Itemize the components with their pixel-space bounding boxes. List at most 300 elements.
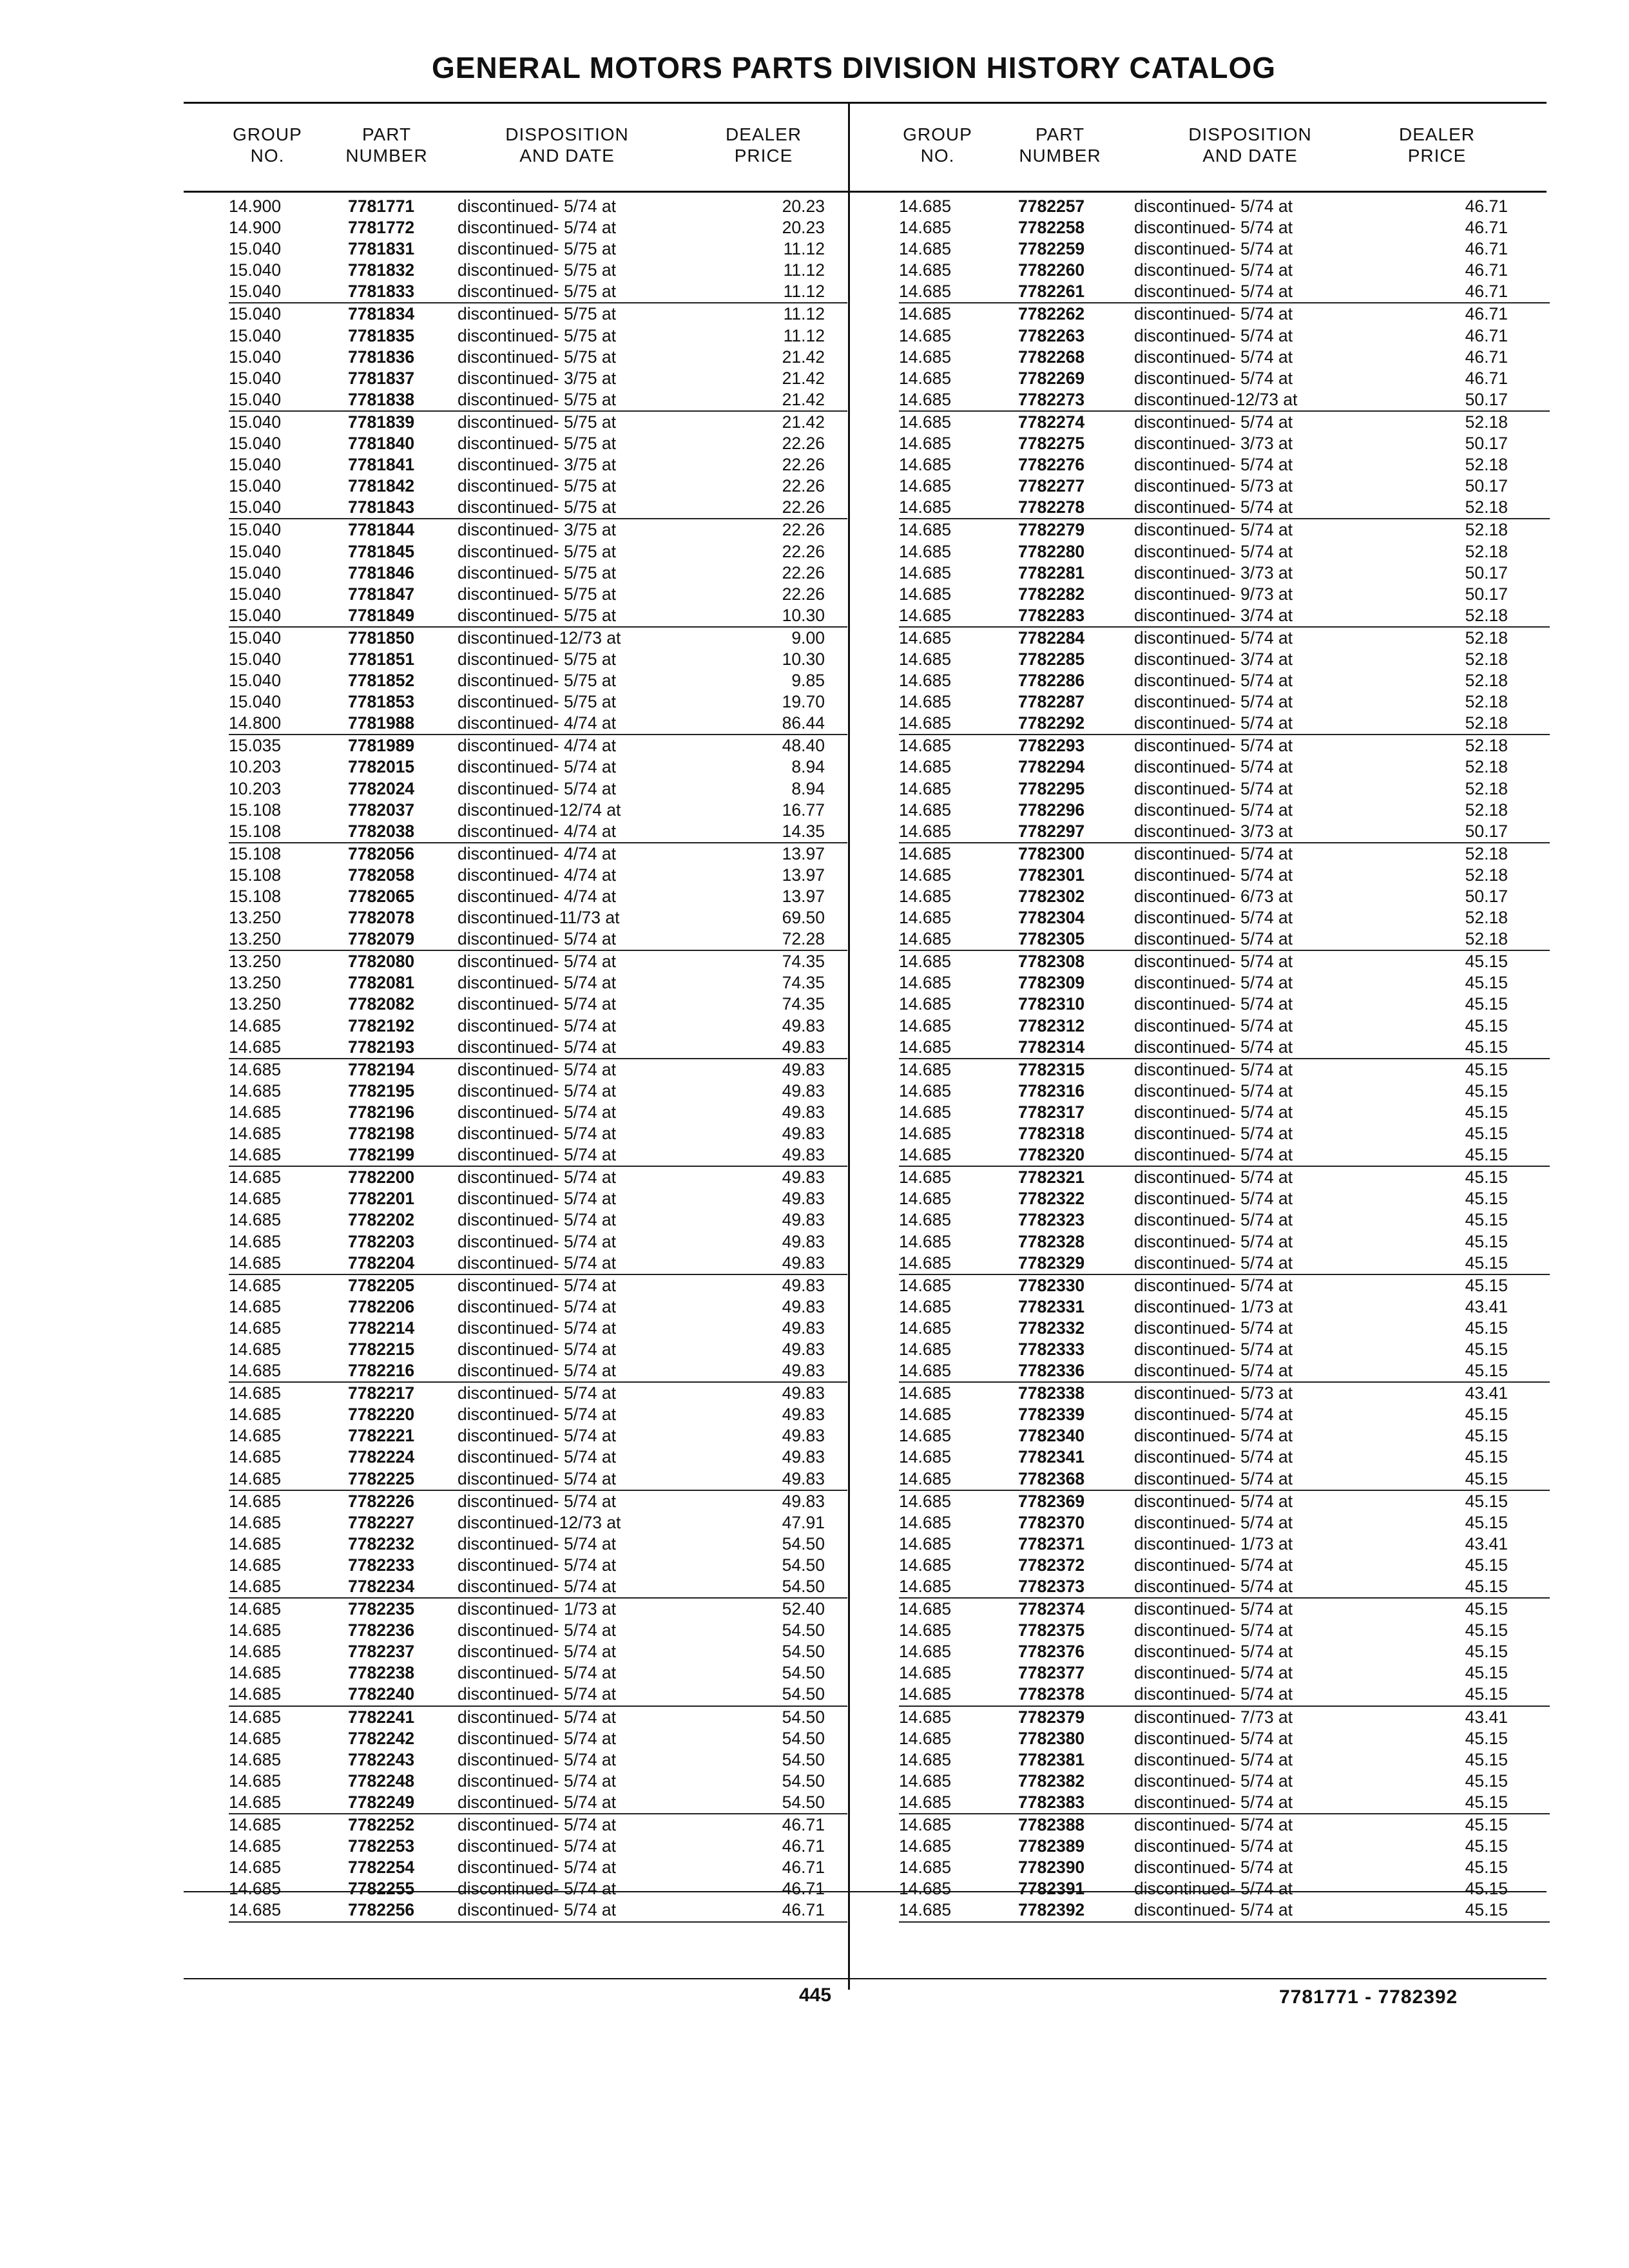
table-row [229, 821, 847, 843]
part-number: 7781842 [348, 476, 415, 496]
part-number: 7782260 [1018, 260, 1085, 280]
part-number: 7782198 [348, 1124, 415, 1144]
table-row [229, 1491, 847, 1512]
disposition: discontinued- 5/74 at [458, 1707, 617, 1727]
disposition: discontinued- 5/74 at [1134, 1555, 1293, 1575]
group-no: 15.040 [229, 520, 282, 540]
disposition: discontinued- 3/75 at [458, 455, 617, 475]
page-number: 445 [799, 1984, 832, 2006]
disposition: discontinued- 5/74 at [458, 1296, 617, 1316]
part-number: 7782205 [348, 1275, 415, 1295]
table-row [229, 412, 847, 433]
dealer-price: 52.18 [1465, 778, 1508, 798]
dealer-price: 54.50 [782, 1771, 825, 1791]
part-number: 7782282 [1018, 584, 1085, 604]
part-number: 7781851 [348, 649, 415, 669]
disposition: discontinued- 5/74 at [458, 1037, 617, 1057]
part-number: 7782242 [348, 1728, 415, 1748]
disposition: discontinued- 5/74 at [458, 1577, 617, 1596]
table-row [899, 347, 1550, 368]
part-number: 7782274 [1018, 412, 1085, 432]
part-number: 7782235 [348, 1599, 415, 1619]
part-number: 7782038 [348, 821, 415, 841]
group-no: 14.685 [899, 1491, 952, 1511]
table-row [229, 951, 847, 972]
part-number: 7782296 [1018, 800, 1085, 820]
group-no: 14.685 [899, 197, 952, 216]
table-row [899, 649, 1550, 670]
disposition: discontinued- 3/73 at [1134, 562, 1293, 582]
disposition: discontinued- 3/75 at [458, 520, 617, 540]
table-row [899, 1059, 1550, 1081]
table-row [899, 628, 1550, 649]
dealer-price: 45.15 [1465, 952, 1508, 972]
disposition: discontinued- 5/75 at [458, 434, 617, 454]
table-row [899, 541, 1550, 562]
part-number: 7781833 [348, 282, 415, 302]
disposition: discontinued- 5/74 at [1134, 218, 1293, 238]
disposition: discontinued- 5/74 at [458, 1231, 617, 1251]
group-no: 14.685 [899, 1426, 952, 1446]
table-row [229, 1878, 847, 1899]
part-number: 7782375 [1018, 1620, 1085, 1640]
dealer-price: 49.83 [782, 1145, 825, 1165]
dealer-price: 49.83 [782, 1059, 825, 1079]
group-no: 15.040 [229, 562, 282, 582]
group-no: 14.685 [899, 1512, 952, 1532]
part-number: 7782302 [1018, 887, 1085, 906]
group-no: 14.685 [899, 1015, 952, 1035]
table-row [229, 238, 847, 260]
disposition: discontinued- 5/74 at [458, 1081, 617, 1100]
part-number: 7781988 [348, 713, 415, 733]
disposition: discontinued- 5/74 at [1134, 1792, 1293, 1812]
table-row [229, 1468, 847, 1491]
part-number: 7782287 [1018, 692, 1085, 712]
disposition: discontinued- 5/74 at [458, 1620, 617, 1640]
dealer-price: 52.40 [782, 1599, 825, 1619]
dealer-price: 45.15 [1465, 1318, 1508, 1338]
disposition: discontinued- 5/74 at [1134, 973, 1293, 993]
group-no: 14.685 [899, 1339, 952, 1359]
group-no: 14.685 [899, 282, 952, 302]
disposition: discontinued- 5/74 at [1134, 412, 1293, 432]
dealer-price: 52.18 [1465, 692, 1508, 712]
table-row [899, 1296, 1550, 1318]
dealer-price: 72.28 [782, 929, 825, 949]
table-row [899, 454, 1550, 476]
group-no: 14.800 [229, 713, 282, 733]
disposition: discontinued- 5/74 at [1134, 1124, 1293, 1144]
table-row [229, 886, 847, 907]
part-number: 7781846 [348, 562, 415, 582]
table-row [899, 238, 1550, 260]
group-no: 15.040 [229, 434, 282, 454]
table-row [899, 1728, 1550, 1749]
group-no: 14.685 [899, 1620, 952, 1640]
group-no: 15.040 [229, 541, 282, 561]
disposition: discontinued- 5/74 at [458, 1339, 617, 1359]
disposition: discontinued- 5/74 at [458, 1792, 617, 1812]
part-number: 7782080 [348, 952, 415, 972]
group-no: 15.040 [229, 476, 282, 496]
table-row [229, 325, 847, 347]
part-number: 7782015 [348, 757, 415, 777]
dealer-price: 49.83 [782, 1210, 825, 1230]
part-number: 7782377 [1018, 1663, 1085, 1683]
disposition: discontinued- 5/74 at [458, 1879, 617, 1899]
group-no: 14.685 [229, 1771, 282, 1791]
part-number: 7781832 [348, 260, 415, 280]
group-no: 14.685 [899, 973, 952, 993]
part-number: 7782024 [348, 778, 415, 798]
dealer-price: 54.50 [782, 1707, 825, 1727]
part-number: 7782234 [348, 1577, 415, 1596]
group-no: 14.685 [229, 1405, 282, 1425]
dealer-price: 46.71 [1465, 282, 1508, 302]
disposition: discontinued- 5/75 at [458, 562, 617, 582]
disposition: discontinued- 5/74 at [458, 778, 617, 798]
dealer-price: 45.15 [1465, 994, 1508, 1014]
table-row [229, 1231, 847, 1253]
disposition: discontinued- 5/74 at [1134, 347, 1293, 367]
dealer-price: 11.12 [783, 282, 825, 302]
group-no: 14.685 [899, 1124, 952, 1144]
disposition: discontinued- 5/74 at [1134, 1900, 1293, 1920]
dealer-price: 50.17 [1465, 562, 1508, 582]
disposition: discontinued- 5/74 at [458, 1275, 617, 1295]
group-no: 15.040 [229, 325, 282, 345]
disposition: discontinued- 5/74 at [458, 1124, 617, 1144]
dealer-price: 52.18 [1465, 671, 1508, 691]
part-number: 7782259 [1018, 239, 1085, 259]
dealer-price: 46.71 [1465, 218, 1508, 238]
dealer-price: 21.42 [782, 347, 825, 367]
group-no: 14.685 [899, 389, 952, 409]
disposition: discontinued- 5/74 at [1134, 713, 1293, 733]
group-no: 14.685 [899, 1361, 952, 1381]
dealer-price: 10.30 [782, 649, 825, 669]
dealer-price: 49.83 [782, 1102, 825, 1122]
group-no: 15.035 [229, 736, 282, 756]
part-number: 7782195 [348, 1081, 415, 1100]
dealer-price: 52.18 [1465, 520, 1508, 540]
disposition: discontinued-12/74 at [458, 800, 621, 820]
part-number: 7782382 [1018, 1771, 1085, 1791]
disposition: discontinued- 5/74 at [1134, 671, 1293, 691]
table-row [229, 1296, 847, 1318]
table-row [229, 1015, 847, 1037]
disposition: discontinued- 5/74 at [1134, 1210, 1293, 1230]
group-no: 14.685 [899, 628, 952, 648]
part-number: 7782281 [1018, 562, 1085, 582]
part-number: 7782220 [348, 1405, 415, 1425]
dealer-price: 49.83 [782, 1339, 825, 1359]
group-no: 14.685 [229, 1749, 282, 1769]
part-number: 7782340 [1018, 1426, 1085, 1446]
part-number: 7782379 [1018, 1707, 1085, 1727]
part-number: 7782221 [348, 1426, 415, 1446]
group-no: 14.685 [899, 994, 952, 1014]
dealer-price: 45.15 [1465, 1684, 1508, 1704]
part-number: 7782301 [1018, 865, 1085, 885]
dealer-price: 45.15 [1465, 1879, 1508, 1899]
disposition: discontinued- 4/74 at [458, 887, 617, 906]
table-row [229, 389, 847, 412]
part-number: 7782283 [1018, 605, 1085, 625]
disposition: discontinued- 5/74 at [458, 1684, 617, 1704]
disposition: discontinued- 5/74 at [1134, 1275, 1293, 1295]
table-row [899, 1533, 1550, 1555]
dealer-price: 45.15 [1465, 973, 1508, 993]
table-row [899, 1814, 1550, 1836]
table-row [229, 1620, 847, 1641]
disposition: discontinued- 5/74 at [458, 1318, 617, 1338]
dealer-price: 45.15 [1465, 1491, 1508, 1511]
part-number: 7782217 [348, 1383, 415, 1403]
disposition: discontinued- 5/74 at [1134, 260, 1293, 280]
group-no: 14.685 [899, 1577, 952, 1596]
part-number: 7782278 [1018, 497, 1085, 517]
table-row [229, 1188, 847, 1209]
group-no: 14.685 [229, 1707, 282, 1727]
table-row [229, 691, 847, 713]
part-number-range: 7781771 - 7782392 [1279, 1986, 1458, 2008]
group-no: 14.685 [899, 1555, 952, 1575]
disposition: discontinued- 9/73 at [1134, 584, 1293, 604]
group-no: 14.685 [899, 843, 952, 863]
table-row [229, 1792, 847, 1814]
dealer-price: 50.17 [1465, 476, 1508, 496]
table-row [229, 368, 847, 389]
dealer-price: 46.71 [782, 1858, 825, 1878]
part-number: 7782309 [1018, 973, 1085, 993]
group-no: 14.685 [899, 260, 952, 280]
table-row [229, 519, 847, 541]
table-row [899, 1684, 1550, 1706]
disposition: discontinued- 5/74 at [1134, 1577, 1293, 1596]
column-divider [848, 102, 850, 1990]
header-disposition-right: DISPOSITION AND DATE [1188, 124, 1312, 166]
dealer-price: 21.42 [782, 368, 825, 388]
disposition: discontinued- 5/75 at [458, 347, 617, 367]
header-price-left: DEALER PRICE [725, 124, 802, 166]
dealer-price: 49.83 [782, 1361, 825, 1381]
part-number: 7782320 [1018, 1145, 1085, 1165]
part-number: 7782318 [1018, 1124, 1085, 1144]
part-number: 7782037 [348, 800, 415, 820]
part-number: 7782263 [1018, 325, 1085, 345]
right-parts-column [899, 196, 1550, 1923]
disposition: discontinued- 5/74 at [1134, 1858, 1293, 1878]
table-row [899, 1081, 1550, 1102]
group-no: 13.250 [229, 994, 282, 1014]
dealer-price: 11.12 [783, 239, 825, 259]
part-number: 7781772 [348, 218, 415, 238]
disposition: discontinued- 5/74 at [1134, 325, 1293, 345]
dealer-price: 46.71 [1465, 325, 1508, 345]
dealer-price: 54.50 [782, 1792, 825, 1812]
part-number: 7782380 [1018, 1728, 1085, 1748]
part-number: 7782329 [1018, 1253, 1085, 1273]
dealer-price: 43.41 [1465, 1383, 1508, 1403]
dealer-price: 50.17 [1465, 389, 1508, 409]
disposition: discontinued- 5/74 at [1134, 1318, 1293, 1338]
dealer-price: 45.15 [1465, 1815, 1508, 1835]
part-number: 7782292 [1018, 713, 1085, 733]
part-number: 7782295 [1018, 778, 1085, 798]
dealer-price: 54.50 [782, 1663, 825, 1683]
dealer-price: 69.50 [782, 908, 825, 928]
disposition: discontinued- 5/74 at [458, 1815, 617, 1835]
group-no: 15.040 [229, 412, 282, 432]
table-row [229, 347, 847, 368]
part-number: 7782065 [348, 887, 415, 906]
disposition: discontinued- 5/74 at [1134, 1361, 1293, 1381]
table-row [229, 1512, 847, 1533]
part-number: 7782322 [1018, 1189, 1085, 1209]
disposition: discontinued- 5/74 at [1134, 994, 1293, 1014]
part-number: 7782376 [1018, 1642, 1085, 1662]
part-number: 7782078 [348, 908, 415, 928]
part-number: 7782323 [1018, 1210, 1085, 1230]
part-number: 7781853 [348, 692, 415, 712]
disposition: discontinued- 5/74 at [458, 1836, 617, 1856]
part-number: 7782374 [1018, 1599, 1085, 1619]
part-number: 7782273 [1018, 389, 1085, 409]
group-no: 14.685 [899, 520, 952, 540]
group-no: 14.685 [229, 1858, 282, 1878]
part-number: 7782225 [348, 1468, 415, 1488]
group-no: 15.040 [229, 304, 282, 324]
disposition: discontinued- 7/73 at [1134, 1707, 1293, 1727]
part-number: 7782297 [1018, 821, 1085, 841]
dealer-price: 49.83 [782, 1015, 825, 1035]
dealer-price: 46.71 [782, 1900, 825, 1920]
dealer-price: 20.23 [782, 197, 825, 216]
part-number: 7782258 [1018, 218, 1085, 238]
dealer-price: 49.83 [782, 1468, 825, 1488]
table-row [229, 584, 847, 605]
table-row [899, 1771, 1550, 1792]
disposition: discontinued- 5/74 at [1134, 1037, 1293, 1057]
part-number: 7782202 [348, 1210, 415, 1230]
dealer-price: 54.50 [782, 1533, 825, 1553]
dealer-price: 52.18 [1465, 455, 1508, 475]
dealer-price: 50.17 [1465, 434, 1508, 454]
dealer-price: 50.17 [1465, 584, 1508, 604]
disposition: discontinued-11/73 at [458, 908, 620, 928]
table-row [229, 196, 847, 217]
group-no: 15.040 [229, 347, 282, 367]
table-row [229, 1253, 847, 1275]
disposition: discontinued- 5/74 at [1134, 239, 1293, 259]
disposition: discontinued- 5/75 at [458, 497, 617, 517]
group-no: 14.685 [229, 1468, 282, 1488]
disposition: discontinued- 5/75 at [458, 239, 617, 259]
dealer-price: 52.18 [1465, 843, 1508, 863]
dealer-price: 45.15 [1465, 1059, 1508, 1079]
group-no: 14.685 [899, 1383, 952, 1403]
dealer-price: 13.97 [782, 865, 825, 885]
group-no: 14.685 [229, 1102, 282, 1122]
part-number: 7782199 [348, 1145, 415, 1165]
disposition: discontinued- 5/74 at [1134, 1102, 1293, 1122]
table-row [229, 756, 847, 778]
part-number: 7782277 [1018, 476, 1085, 496]
dealer-price: 52.18 [1465, 757, 1508, 777]
group-no: 14.685 [899, 952, 952, 972]
group-no: 14.685 [899, 1253, 952, 1273]
table-row [899, 972, 1550, 994]
group-no: 14.685 [899, 455, 952, 475]
table-row [899, 605, 1550, 628]
table-row [899, 778, 1550, 800]
disposition: discontinued- 5/74 at [1134, 1771, 1293, 1791]
group-no: 14.685 [899, 1102, 952, 1122]
group-no: 15.108 [229, 821, 282, 841]
group-no: 14.685 [899, 347, 952, 367]
table-row [899, 1641, 1550, 1662]
disposition: discontinued- 1/73 at [458, 1599, 617, 1619]
dealer-price: 47.91 [782, 1512, 825, 1532]
part-number: 7782081 [348, 973, 415, 993]
group-no: 14.685 [229, 1015, 282, 1035]
group-no: 14.685 [229, 1447, 282, 1467]
group-no: 14.685 [899, 1231, 952, 1251]
table-row [229, 1167, 847, 1188]
disposition: discontinued- 5/74 at [1134, 1145, 1293, 1165]
dealer-price: 22.26 [782, 584, 825, 604]
group-no: 14.685 [899, 1836, 952, 1856]
dealer-price: 45.15 [1465, 1102, 1508, 1122]
dealer-price: 45.15 [1465, 1210, 1508, 1230]
part-number: 7781837 [348, 368, 415, 388]
dealer-price: 45.15 [1465, 1168, 1508, 1187]
disposition: discontinued- 5/75 at [458, 260, 617, 280]
disposition: discontinued- 5/74 at [1134, 1879, 1293, 1899]
table-row [229, 1662, 847, 1684]
part-number: 7782257 [1018, 197, 1085, 216]
disposition: discontinued- 5/74 at [458, 1253, 617, 1273]
group-no: 14.685 [899, 1296, 952, 1316]
table-row [899, 217, 1550, 238]
table-row [899, 1899, 1550, 1922]
part-number: 7782240 [348, 1684, 415, 1704]
table-row [229, 1425, 847, 1446]
table-row [899, 1015, 1550, 1037]
part-number: 7782196 [348, 1102, 415, 1122]
part-number: 7781845 [348, 541, 415, 561]
disposition: discontinued- 5/74 at [1134, 282, 1293, 302]
group-no: 14.685 [899, 218, 952, 238]
dealer-price: 45.15 [1465, 1015, 1508, 1035]
dealer-price: 49.83 [782, 1318, 825, 1338]
dealer-price: 45.15 [1465, 1275, 1508, 1295]
part-number: 7782194 [348, 1059, 415, 1079]
dealer-price: 22.26 [782, 455, 825, 475]
group-no: 14.685 [229, 1512, 282, 1532]
group-no: 14.685 [899, 692, 952, 712]
group-no: 14.685 [229, 1879, 282, 1899]
disposition: discontinued- 5/74 at [1134, 497, 1293, 517]
table-row [229, 843, 847, 865]
group-no: 14.685 [899, 1059, 952, 1079]
group-no: 14.685 [899, 304, 952, 324]
table-row [899, 1253, 1550, 1275]
dealer-price: 20.23 [782, 218, 825, 238]
group-no: 14.685 [229, 1275, 282, 1295]
